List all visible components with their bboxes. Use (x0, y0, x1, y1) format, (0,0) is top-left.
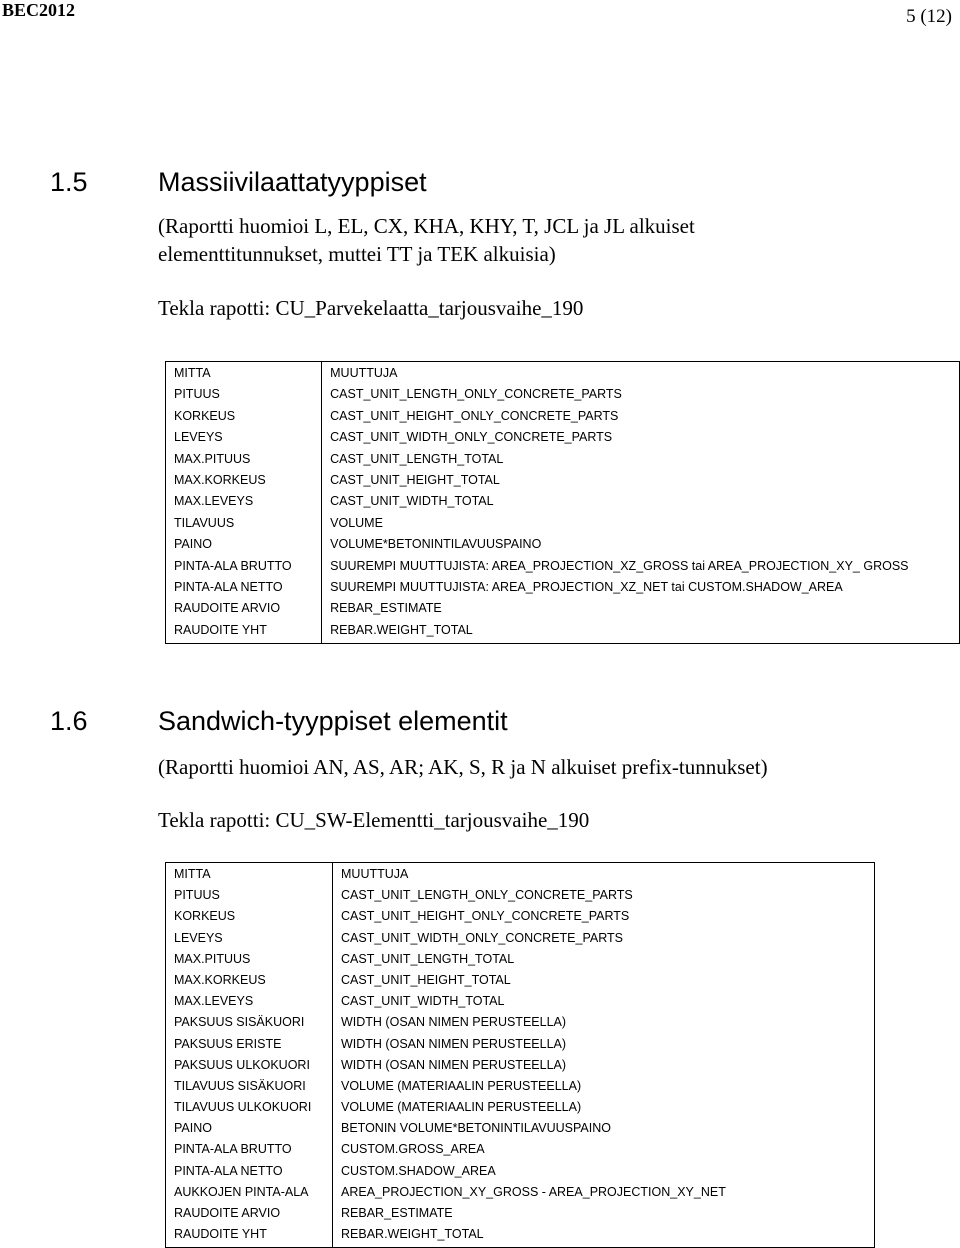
variable-cell: CAST_UNIT_HEIGHT_ONLY_CONCRETE_PARTS (330, 408, 619, 423)
measure-cell: PINTA-ALA NETTO (174, 1163, 283, 1178)
variable-table-massive-slab (165, 361, 960, 644)
variable-cell: CAST_UNIT_LENGTH_ONLY_CONCRETE_PARTS (330, 387, 622, 402)
measure-cell: MAX.LEVEYS (174, 994, 254, 1009)
measure-cell: LEVEYS (174, 930, 223, 945)
section-number: 1.5 (50, 167, 88, 197)
variable-cell: REBAR_ESTIMATE (341, 1206, 453, 1220)
section-note-line-2: elementtitunnukset, muttei TT ja TEK alkuisia) (158, 242, 556, 266)
measure-cell: MAX.KORKEUS (174, 972, 266, 987)
measure-cell: TILAVUUS SISÄKUORI (174, 1078, 306, 1093)
variable-cell: REBAR.WEIGHT_TOTAL (341, 1227, 484, 1242)
variable-cell: CUSTOM.GROSS_AREA (341, 1142, 485, 1157)
section-note-line-1: (Raportti huomioi AN, AS, AR; AK, S, R ja N alkuiset prefix-tunnukset) (158, 755, 768, 779)
measure-cell: MITTA (174, 867, 211, 881)
variable-cell: SUUREMPI MUUTTUJISTA: AREA_PROJECTION_XZ_NET tai CUSTOM.SHADOW_AREA (330, 579, 843, 594)
variable-cell: VOLUME (330, 515, 383, 530)
variable-cell: WIDTH (OSAN NIMEN PERUSTEELLA) (341, 1015, 567, 1030)
page-number: 5 (12) (906, 6, 952, 27)
variable-cell: SUUREMPI MUUTTUJISTA: AREA_PROJECTION_XZ_GROSS tai AREA_PROJECTION_XY_ GROSS (330, 558, 909, 573)
variable-cell: MUUTTUJA (341, 867, 409, 881)
measure-cell: MAX.KORKEUS (174, 472, 266, 487)
measure-cell: PINTA-ALA BRUTTO (174, 558, 292, 573)
section-heading-1-6 (50, 706, 508, 737)
variable-cell: CAST_UNIT_LENGTH_ONLY_CONCRETE_PARTS (341, 888, 633, 903)
measure-column (166, 362, 322, 644)
variable-cell: CAST_UNIT_WIDTH_TOTAL (341, 994, 505, 1009)
document-title: BEC2012 (2, 0, 76, 20)
report-name: Tekla rapotti: CU_Parvekelaatta_tarjousvaihe_190 (158, 296, 584, 320)
measure-cell: MAX.PITUUS (174, 451, 251, 466)
measure-cell: RAUDOITE ARVIO (174, 1206, 281, 1220)
report-name: Tekla rapotti: CU_SW-Elementti_tarjousvaihe_190 (158, 808, 590, 832)
measure-cell: MAX.PITUUS (174, 951, 251, 966)
section-number: 1.6 (50, 706, 88, 736)
variable-cell: CAST_UNIT_HEIGHT_TOTAL (341, 972, 511, 987)
measure-cell: PITUUS (174, 888, 220, 903)
variable-cell: REBAR.WEIGHT_TOTAL (330, 622, 473, 637)
variable-cell: CAST_UNIT_WIDTH_TOTAL (330, 494, 494, 509)
variable-cell: CAST_UNIT_WIDTH_ONLY_CONCRETE_PARTS (341, 930, 623, 945)
section-note-line-1: (Raportti huomioi L, EL, CX, KHA, KHY, T, JCL ja JL alkuiset (158, 214, 695, 238)
measure-cell: AUKKOJEN PINTA-ALA (174, 1184, 309, 1199)
measure-cell: PAKSUUS ULKOKUORI (174, 1057, 310, 1072)
measure-cell: TILAVUUS (174, 515, 235, 530)
measure-cell: PINTA-ALA BRUTTO (174, 1142, 292, 1157)
variable-cell: WIDTH (OSAN NIMEN PERUSTEELLA) (341, 1057, 567, 1072)
variable-cell: VOLUME (MATERIAALIN PERUSTEELLA) (341, 1100, 582, 1115)
section-title: Sandwich-tyyppiset elementit (158, 706, 508, 736)
section-heading-1-5 (50, 167, 427, 198)
variable-cell: VOLUME (MATERIAALIN PERUSTEELLA) (341, 1078, 582, 1093)
variable-cell: CUSTOM.SHADOW_AREA (341, 1163, 496, 1178)
measure-cell: PITUUS (174, 387, 220, 402)
measure-column (166, 863, 333, 1248)
measure-cell: PAKSUUS ERISTE (174, 1036, 282, 1051)
measure-cell: PAINO (174, 1121, 212, 1136)
variable-cell: CAST_UNIT_LENGTH_TOTAL (330, 451, 504, 466)
variable-cell: CAST_UNIT_HEIGHT_ONLY_CONCRETE_PARTS (341, 909, 630, 924)
variable-cell: BETONIN VOLUME*BETONINTILAVUUSPAINO (341, 1121, 611, 1136)
measure-cell: LEVEYS (174, 430, 223, 445)
variable-cell: REBAR_ESTIMATE (330, 601, 442, 616)
variable-cell: MUUTTUJA (330, 366, 398, 380)
measure-cell: MAX.LEVEYS (174, 494, 254, 509)
variable-cell: AREA_PROJECTION_XY_GROSS - AREA_PROJECTION_XY_NET (341, 1184, 726, 1199)
variable-cell: WIDTH (OSAN NIMEN PERUSTEELLA) (341, 1036, 567, 1051)
measure-cell: MITTA (174, 366, 211, 380)
variable-cell: CAST_UNIT_WIDTH_ONLY_CONCRETE_PARTS (330, 430, 613, 445)
variable-cell: CAST_UNIT_LENGTH_TOTAL (341, 951, 515, 966)
variable-column (333, 863, 875, 1248)
measure-cell: PINTA-ALA NETTO (174, 579, 283, 594)
measure-cell: KORKEUS (174, 909, 236, 924)
measure-cell: KORKEUS (174, 408, 236, 423)
variable-cell: CAST_UNIT_HEIGHT_TOTAL (330, 472, 500, 487)
measure-cell: TILAVUUS ULKOKUORI (174, 1100, 312, 1115)
variable-cell: VOLUME*BETONINTILAVUUSPAINO (330, 537, 542, 552)
variable-column (322, 362, 960, 644)
section-title: Massiivilaattatyyppiset (158, 167, 427, 197)
measure-cell: RAUDOITE YHT (174, 1227, 267, 1242)
measure-cell: PAKSUUS SISÄKUORI (174, 1015, 305, 1030)
measure-cell: PAINO (174, 537, 212, 552)
measure-cell: RAUDOITE ARVIO (174, 601, 281, 616)
variable-table-sandwich (165, 862, 875, 1248)
measure-cell: RAUDOITE YHT (174, 622, 267, 637)
